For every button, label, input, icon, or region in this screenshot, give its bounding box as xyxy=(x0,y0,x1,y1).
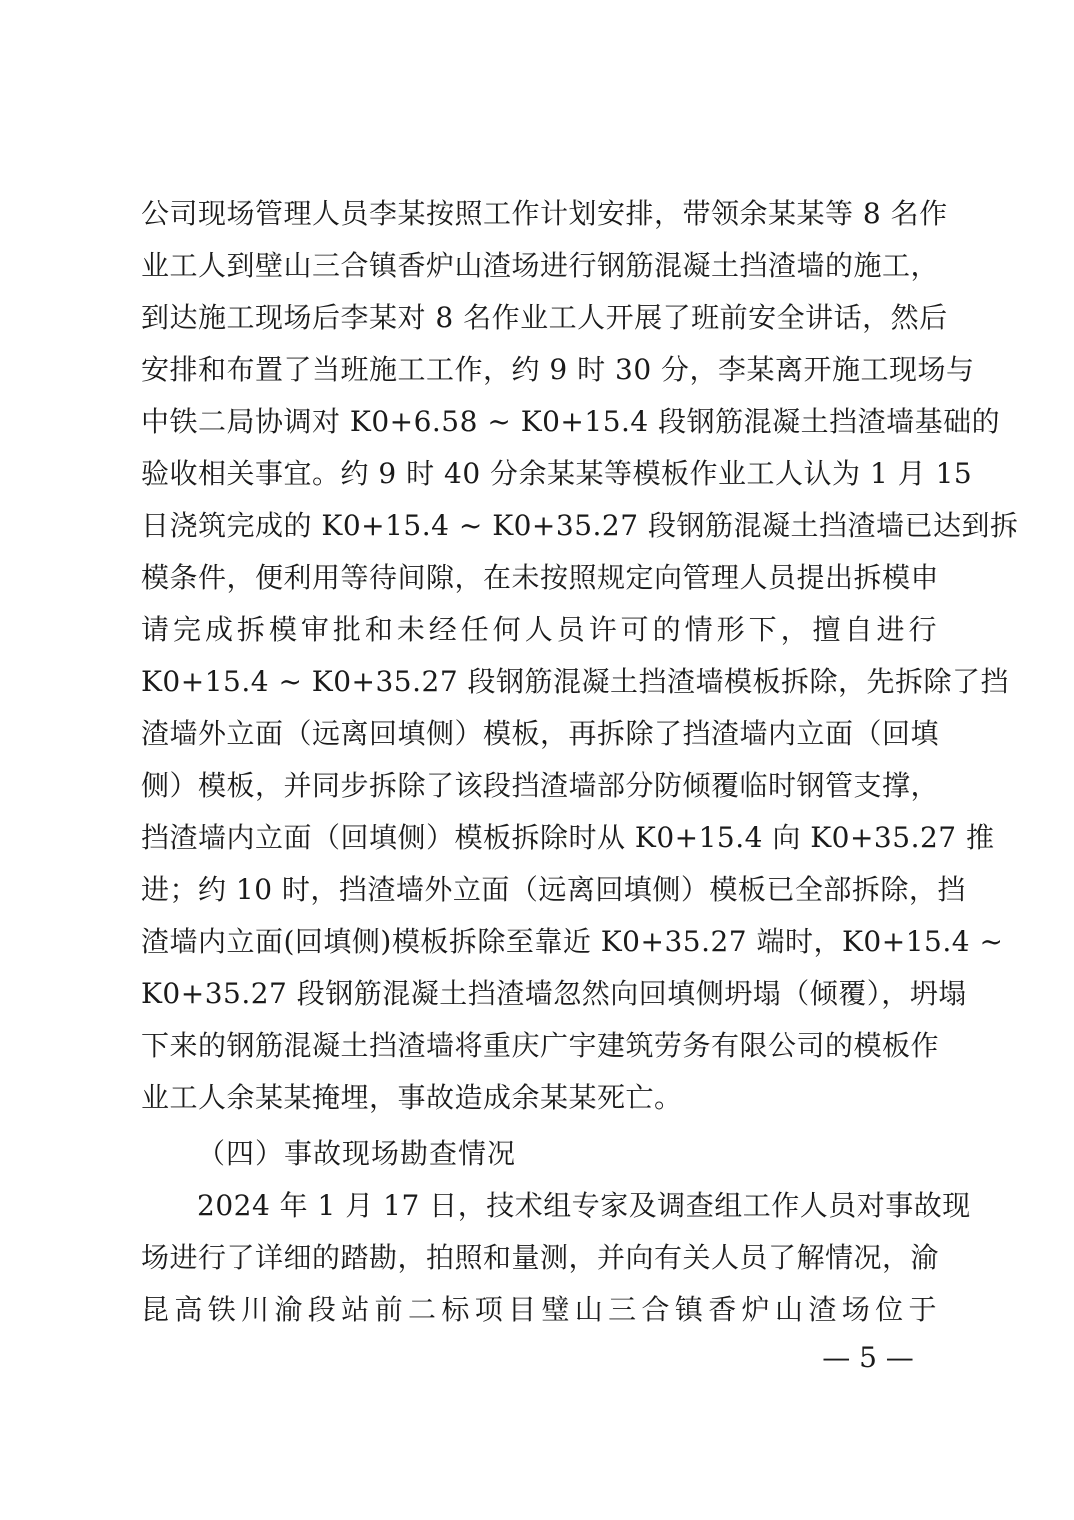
paragraph-line: 场进行了详细的踏勘，拍照和量测，并向有关人员了解情况，渝 xyxy=(141,1241,940,1274)
paragraph-line: 下来的钢筋混凝土挡渣墙将重庆广宇建筑劳务有限公司的模板作 xyxy=(141,1029,940,1062)
paragraph-line: 渣墙外立面（远离回填侧）模板，再拆除了挡渣墙内立面（回填 xyxy=(141,717,940,750)
paragraph-line: 挡渣墙内立面（回填侧）模板拆除时从 K0+15.4 向 K0+35.27 推 xyxy=(141,821,995,854)
section-heading: （四）事故现场勘查情况 xyxy=(197,1137,517,1170)
paragraph-line: 进；约 10 时，挡渣墙外立面（远离回填侧）模板已全部拆除，挡 xyxy=(141,873,966,906)
paragraph-line: 昆高铁川渝段站前二标项目璧山三合镇香炉山渣场位于 xyxy=(141,1293,937,1326)
paragraph-line: 到达施工现场后李某对 8 名作业工人开展了班前安全讲话，然后 xyxy=(141,301,948,334)
paragraph-line: 日浇筑完成的 K0+15.4 ~ K0+35.27 段钢筋混凝土挡渣墙已达到拆 xyxy=(141,509,1019,542)
paragraph-line: 中铁二局协调对 K0+6.58 ~ K0+15.4 段钢筋混凝土挡渣墙基础的 xyxy=(141,405,1001,438)
paragraph-line: 安排和布置了当班施工工作，约 9 时 30 分，李某离开施工现场与 xyxy=(141,353,975,386)
page-number: — 5 — xyxy=(822,1341,914,1374)
paragraph-line: 业工人到壁山三合镇香炉山渣场进行钢筋混凝土挡渣墙的施工， xyxy=(141,249,940,282)
paragraph-line: 业工人余某某掩埋，事故造成余某某死亡。 xyxy=(141,1081,683,1114)
paragraph-line: 渣墙内立面(回填侧)模板拆除至靠近 K0+35.27 端时，K0+15.4 ~ xyxy=(141,925,1004,958)
paragraph-line: 公司现场管理人员李某按照工作计划安排，带领余某某等 8 名作 xyxy=(141,197,948,230)
paragraph-line: 模条件，便利用等待间隙，在未按照规定向管理人员提出拆模申 xyxy=(141,561,940,594)
paragraph-line: K0+15.4 ~ K0+35.27 段钢筋混凝土挡渣墙模板拆除，先拆除了挡 xyxy=(141,665,1010,698)
paragraph-line: 2024 年 1 月 17 日，技术组专家及调查组工作人员对事故现 xyxy=(197,1189,971,1222)
paragraph-line: K0+35.27 段钢筋混凝土挡渣墙忽然向回填侧坍塌（倾覆），坍塌 xyxy=(141,977,967,1010)
paragraph-line: 请完成拆模审批和未经任何人员许可的情形下，擅自进行 xyxy=(141,613,937,646)
paragraph-line: 验收相关事宜。约 9 时 40 分余某某等模板作业工人认为 1 月 15 xyxy=(141,457,973,490)
paragraph-line: 侧）模板，并同步拆除了该段挡渣墙部分防倾覆临时钢管支撑， xyxy=(141,769,940,802)
